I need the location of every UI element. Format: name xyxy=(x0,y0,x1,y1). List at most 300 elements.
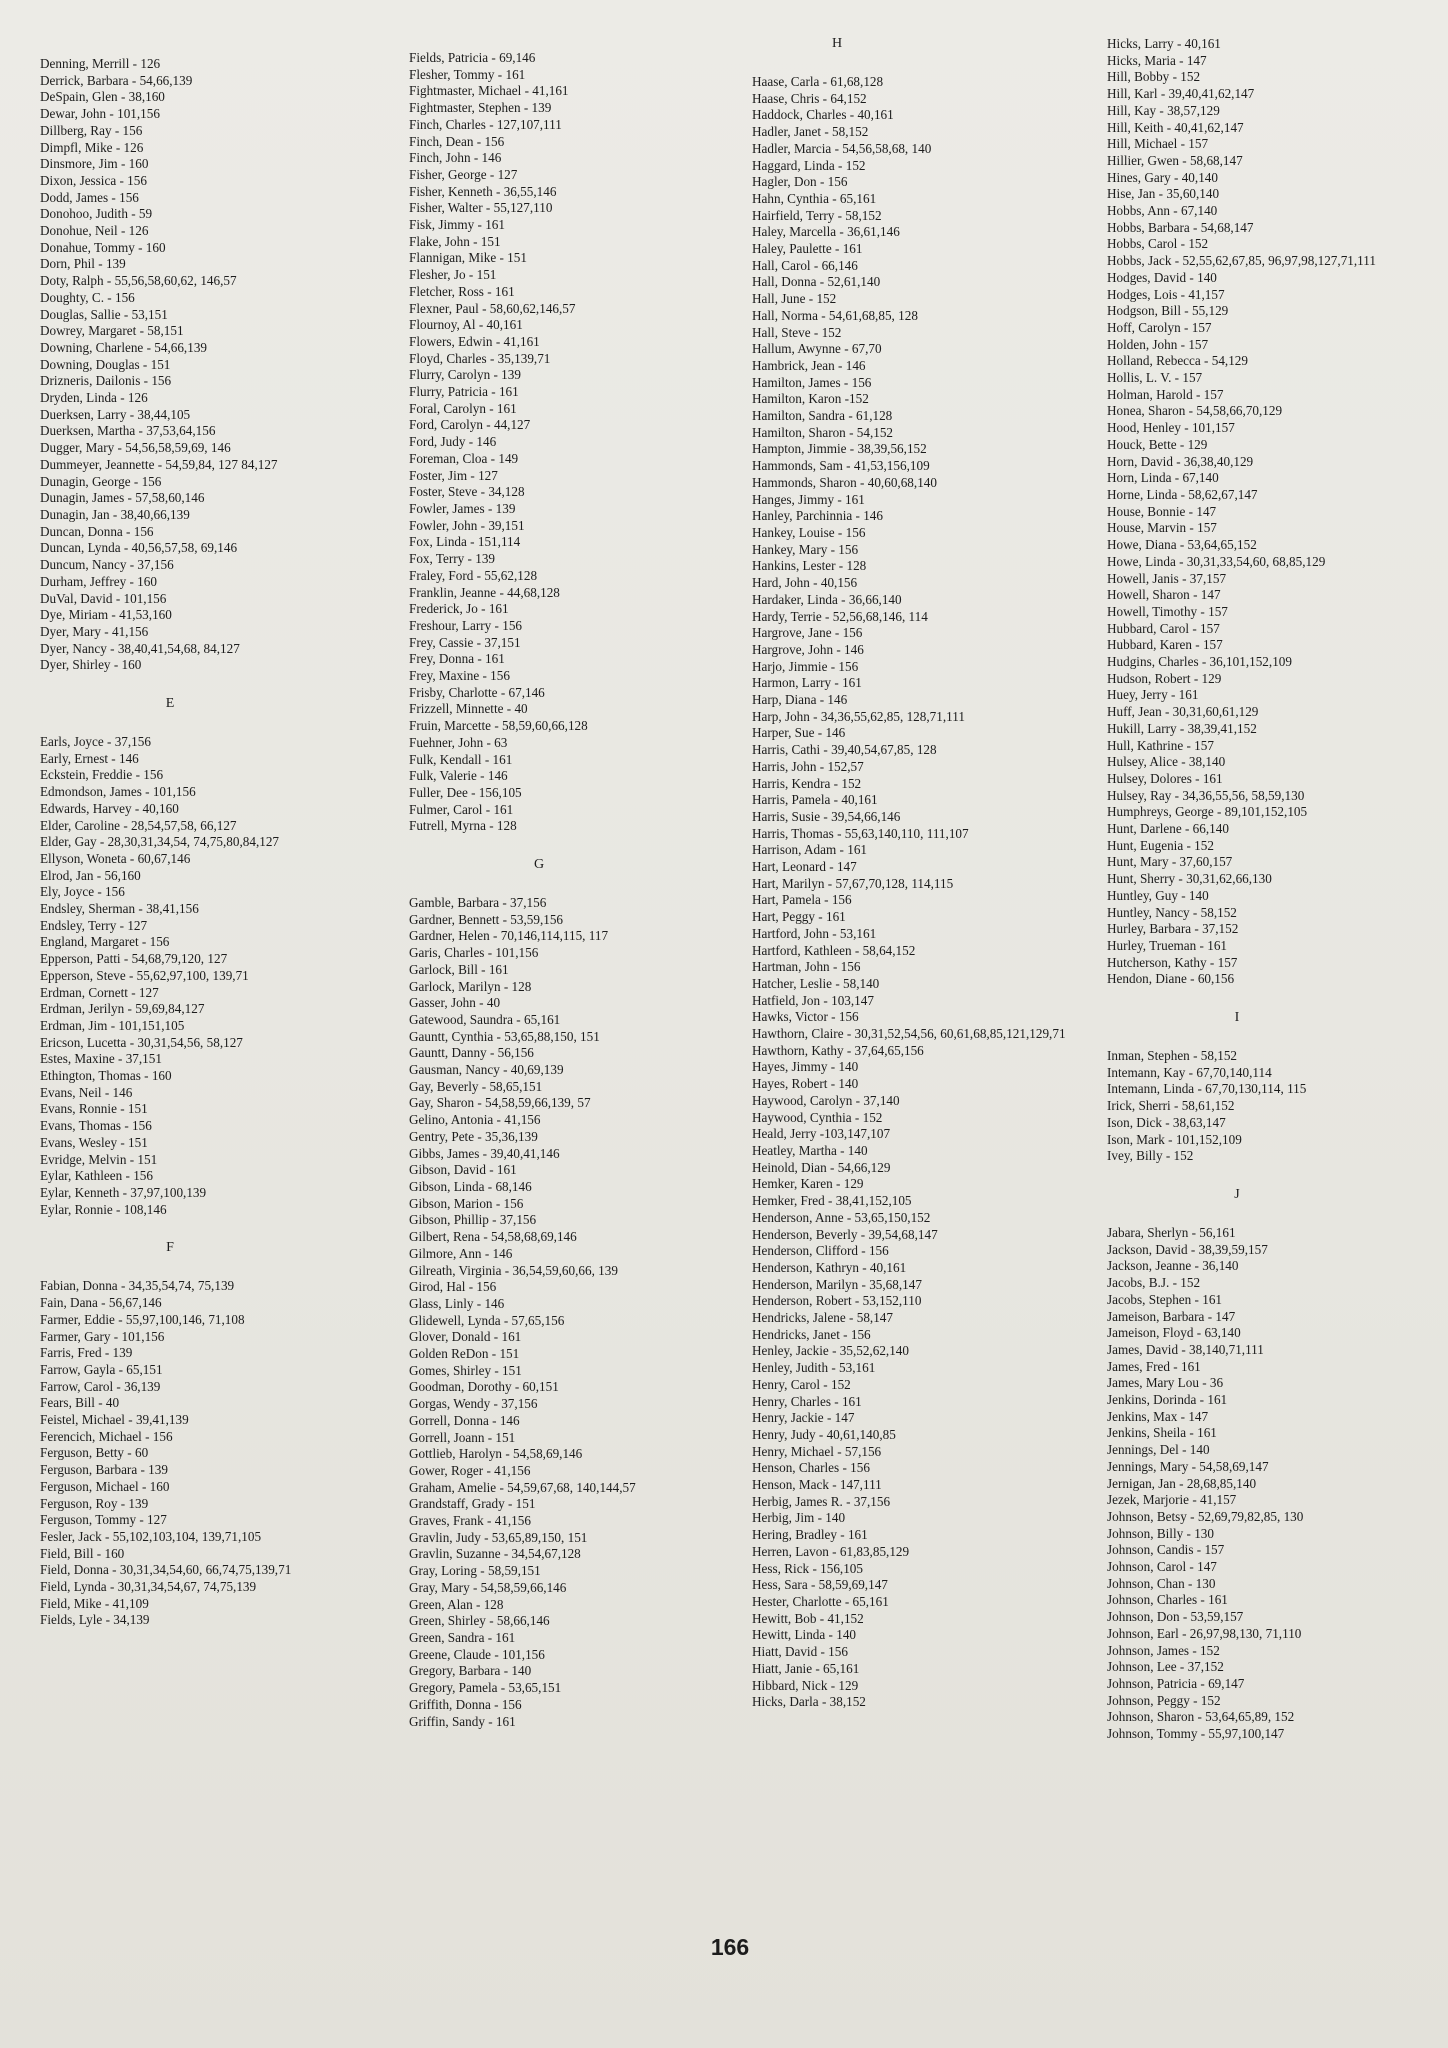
index-entry: Irick, Sherri - 58,61,152 xyxy=(1107,1098,1235,1114)
index-entry: Henson, Charles - 156 xyxy=(752,1460,870,1476)
index-entry: Hampton, Jimmie - 38,39,56,152 xyxy=(752,441,927,457)
index-entry: Hadler, Marcia - 54,56,58,68, 140 xyxy=(752,140,932,156)
index-entry: Hammonds, Sam - 41,53,156,109 xyxy=(752,458,930,474)
index-entry: Haase, Carla - 61,68,128 xyxy=(752,74,884,89)
index-entry: Hill, Michael - 157 xyxy=(1107,136,1209,152)
index-entry: Gottlieb, Harolyn - 54,58,69,146 xyxy=(409,1446,583,1462)
index-entry: Field, Lynda - 30,31,34,54,67, 74,75,139 xyxy=(40,1579,257,1595)
index-entry: Holland, Rebecca - 54,129 xyxy=(1107,353,1248,369)
index-entry: Foster, Jim - 127 xyxy=(409,467,498,483)
index-entry: Dodd, James - 156 xyxy=(40,189,139,205)
index-entry: Finch, Dean - 156 xyxy=(409,133,505,149)
index-entry: Hunt, Eugenia - 152 xyxy=(1107,837,1214,853)
index-entry: Frey, Maxine - 156 xyxy=(409,668,510,684)
index-entry: Gorrell, Donna - 146 xyxy=(409,1412,520,1428)
index-entry: Hankey, Louise - 156 xyxy=(752,524,866,540)
index-entry: Hamilton, James - 156 xyxy=(752,374,872,390)
index-entry: Frisby, Charlotte - 67,146 xyxy=(409,684,545,700)
index-entry: Jackson, David - 38,39,59,157 xyxy=(1107,1241,1268,1257)
index-entry: Epperson, Patti - 54,68,79,120, 127 xyxy=(40,951,228,967)
index-entry: Gibson, David - 161 xyxy=(409,1162,517,1178)
index-entry: Hodges, David - 140 xyxy=(1107,269,1217,285)
section-letter-g: G xyxy=(533,857,545,873)
index-entry: Fisher, Walter - 55,127,110 xyxy=(409,200,553,216)
index-entry: Jacobs, B.J. - 152 xyxy=(1107,1275,1201,1291)
index-entry: Hatfield, Jon - 103,147 xyxy=(752,992,874,1008)
index-entry: Flurry, Carolyn - 139 xyxy=(409,367,521,383)
index-entry: Hudson, Robert - 129 xyxy=(1107,670,1222,686)
index-column-2 xyxy=(409,50,739,1730)
index-entry: Johnson, Lee - 37,152 xyxy=(1107,1659,1224,1675)
index-entry: Hallum, Awynne - 67,70 xyxy=(752,341,882,357)
index-entry: Haywood, Carolyn - 37,140 xyxy=(752,1092,900,1108)
index-entry: Hewitt, Bob - 41,152 xyxy=(752,1610,864,1626)
index-entry: Erdman, Jerilyn - 59,69,84,127 xyxy=(40,1001,205,1017)
index-entry: Dugger, Mary - 54,56,58,59,69, 146 xyxy=(40,440,231,456)
index-entry: Gardner, Bennett - 53,59,156 xyxy=(409,911,564,927)
index-entry: Gay, Sharon - 54,58,59,66,139, 57 xyxy=(409,1095,591,1111)
index-entry: Fabian, Donna - 34,35,54,74, 75,139 xyxy=(40,1278,235,1294)
index-entry: Hewitt, Linda - 140 xyxy=(752,1627,857,1643)
index-entry: Gamble, Barbara - 37,156 xyxy=(409,895,547,911)
index-entry: Hendricks, Jalene - 58,147 xyxy=(752,1310,893,1326)
index-entry: Gorrell, Joann - 151 xyxy=(409,1429,516,1445)
index-entry: Grandstaff, Grady - 151 xyxy=(409,1496,536,1512)
index-entry: Green, Shirley - 58,66,146 xyxy=(409,1613,550,1629)
index-entry: Griffith, Donna - 156 xyxy=(409,1696,522,1712)
index-entry: Early, Ernest - 146 xyxy=(40,750,139,766)
index-entry: Greene, Claude - 101,156 xyxy=(409,1646,545,1662)
index-entry: Gatewood, Saundra - 65,161 xyxy=(409,1011,561,1027)
index-entry: Hulsey, Alice - 38,140 xyxy=(1107,754,1226,770)
index-entry: Fulmer, Carol - 161 xyxy=(409,801,514,817)
index-entry: Hammonds, Sharon - 40,60,68,140 xyxy=(752,474,937,490)
index-entry: Finch, Charles - 127,107,111 xyxy=(409,116,562,132)
index-entry: Hess, Rick - 156,105 xyxy=(752,1560,863,1576)
index-entry: Gibbs, James - 39,40,41,146 xyxy=(409,1145,560,1161)
index-entry: Green, Sandra - 161 xyxy=(409,1629,516,1645)
index-entry: Howe, Linda - 30,31,33,54,60, 68,85,129 xyxy=(1107,553,1326,569)
index-entry: Evans, Thomas - 156 xyxy=(40,1118,152,1134)
index-entry: Hood, Henley - 101,157 xyxy=(1107,420,1235,436)
index-entry: Hill, Kay - 38,57,129 xyxy=(1107,102,1220,118)
index-entry: Haley, Marcella - 36,61,146 xyxy=(752,224,900,240)
index-entry: Hayes, Jimmy - 140 xyxy=(752,1059,859,1075)
index-entry: Feistel, Michael - 39,41,139 xyxy=(40,1412,189,1428)
index-entry: Hester, Charlotte - 65,161 xyxy=(752,1593,889,1609)
index-entry: Hartford, Kathleen - 58,64,152 xyxy=(752,942,916,958)
index-entry: House, Marvin - 157 xyxy=(1107,520,1217,536)
index-entry: Fields, Lyle - 34,139 xyxy=(40,1612,150,1628)
index-entry: Johnson, Sharon - 53,64,65,89, 152 xyxy=(1107,1709,1295,1725)
index-entry: Gardner, Helen - 70,146,114,115, 117 xyxy=(409,928,609,944)
index-entry: Drizneris, Dailonis - 156 xyxy=(40,373,172,389)
index-entry: Doty, Ralph - 55,56,58,60,62, 146,57 xyxy=(40,273,237,289)
index-entry: Henderson, Robert - 53,152,110 xyxy=(752,1293,922,1309)
index-entry: Intemann, Linda - 67,70,130,114, 115 xyxy=(1107,1081,1307,1097)
index-entry: Hobbs, Ann - 67,140 xyxy=(1107,203,1218,219)
index-entry: Jameison, Floyd - 63,140 xyxy=(1107,1325,1241,1341)
index-entry: Henry, Carol - 152 xyxy=(752,1376,851,1392)
index-entry: Hunt, Mary - 37,60,157 xyxy=(1107,854,1233,870)
index-entry: Dorn, Phil - 139 xyxy=(40,256,126,272)
entries-f-cont xyxy=(409,50,739,835)
index-entry: Duncum, Nancy - 37,156 xyxy=(40,557,174,573)
index-entry: Fox, Terry - 139 xyxy=(409,551,496,567)
index-entry: Hiatt, David - 156 xyxy=(752,1644,848,1660)
index-entry: Johnson, Betsy - 52,69,79,82,85, 130 xyxy=(1107,1508,1304,1524)
index-entry: Gregory, Barbara - 140 xyxy=(409,1663,532,1679)
index-entry: Hunt, Sherry - 30,31,62,66,130 xyxy=(1107,871,1272,887)
index-entry: Haase, Chris - 64,152 xyxy=(752,90,867,106)
index-entry: Howell, Sharon - 147 xyxy=(1107,587,1221,603)
index-entry: Franklin, Jeanne - 44,68,128 xyxy=(409,584,560,600)
index-entry: Hardy, Terrie - 52,56,68,146, 114 xyxy=(752,608,928,624)
index-entry: Elder, Gay - 28,30,31,34,54, 74,75,80,84,127 xyxy=(40,834,280,850)
index-entry: Dyer, Nancy - 38,40,41,54,68, 84,127 xyxy=(40,640,240,656)
index-entry: Flesher, Jo - 151 xyxy=(409,267,497,283)
index-entry: Harrison, Adam - 161 xyxy=(752,842,868,858)
index-entry: Hambrick, Jean - 146 xyxy=(752,357,866,373)
index-entry: Hawthorn, Claire - 30,31,52,54,56, 60,61,68,85,121,129,71 xyxy=(752,1026,1066,1042)
index-entry: Griffin, Sandy - 161 xyxy=(409,1713,516,1729)
index-entry: Hubbard, Karen - 157 xyxy=(1107,637,1223,653)
index-column-1 xyxy=(40,56,370,1629)
index-entry: Harjo, Jimmie - 156 xyxy=(752,658,859,674)
index-entry: Donahue, Tommy - 160 xyxy=(40,239,166,255)
index-entry: Henson, Mack - 147,111 xyxy=(752,1477,882,1493)
index-entry: Fightmaster, Stephen - 139 xyxy=(409,100,552,116)
index-entry: Hulsey, Dolores - 161 xyxy=(1107,770,1223,786)
index-entry: Ethington, Thomas - 160 xyxy=(40,1068,172,1084)
index-entry: Hargrove, Jane - 156 xyxy=(752,625,863,641)
index-entry: Gray, Mary - 54,58,59,66,146 xyxy=(409,1579,567,1595)
index-entry: Henderson, Anne - 53,65,150,152 xyxy=(752,1209,931,1225)
index-entry: Gauntt, Cynthia - 53,65,88,150, 151 xyxy=(409,1028,600,1044)
index-entry: Erdman, Cornett - 127 xyxy=(40,984,159,1000)
index-entry: Downing, Charlene - 54,66,139 xyxy=(40,339,208,355)
index-entry: Herbig, Jim - 140 xyxy=(752,1510,846,1526)
index-entry: Hendricks, Janet - 156 xyxy=(752,1326,871,1342)
index-entry: Johnson, James - 152 xyxy=(1107,1642,1220,1658)
index-entry: Hill, Karl - 39,40,41,62,147 xyxy=(1107,86,1255,102)
index-entry: Duerksen, Larry - 38,44,105 xyxy=(40,406,191,422)
index-entry: Field, Bill - 160 xyxy=(40,1545,125,1561)
index-entry: Dyer, Shirley - 160 xyxy=(40,657,142,673)
index-entry: Henderson, Kathryn - 40,161 xyxy=(752,1259,907,1275)
index-entry: Girod, Hal - 156 xyxy=(409,1279,497,1295)
index-entry: Intemann, Kay - 67,70,140,114 xyxy=(1107,1064,1272,1080)
index-entry: Hall, Steve - 152 xyxy=(752,324,842,340)
index-entry: Johnson, Charles - 161 xyxy=(1107,1592,1228,1608)
index-entry: Dixon, Jessica - 156 xyxy=(40,172,147,188)
index-entry: Herbig, James R. - 37,156 xyxy=(752,1493,891,1509)
index-entry: Henry, Michael - 57,156 xyxy=(752,1443,882,1459)
index-entry: Fears, Bill - 40 xyxy=(40,1395,120,1411)
index-entry: Hurley, Barbara - 37,152 xyxy=(1107,921,1239,937)
section-letter-e: E xyxy=(165,696,175,712)
index-entry: Hurley, Trueman - 161 xyxy=(1107,937,1228,953)
index-entry: Fowler, James - 139 xyxy=(409,500,516,516)
index-entry: Farmer, Gary - 101,156 xyxy=(40,1328,165,1344)
index-entry: Hoff, Carolyn - 157 xyxy=(1107,319,1212,335)
index-entry: Hartman, John - 156 xyxy=(752,959,861,975)
index-entry: Henley, Judith - 53,161 xyxy=(752,1360,876,1376)
index-entry: Jenkins, Max - 147 xyxy=(1107,1408,1209,1424)
index-entry: Flexner, Paul - 58,60,62,146,57 xyxy=(409,300,576,316)
index-entry: Harper, Sue - 146 xyxy=(752,725,846,741)
index-entry: Hamilton, Sandra - 61,128 xyxy=(752,408,893,424)
index-entry: Donohue, Neil - 126 xyxy=(40,223,149,239)
index-entry: Horne, Linda - 58,62,67,147 xyxy=(1107,486,1258,502)
index-entry: Ferguson, Michael - 160 xyxy=(40,1478,170,1494)
index-entry: Gomes, Shirley - 151 xyxy=(409,1362,522,1378)
index-entry: Holman, Harold - 157 xyxy=(1107,386,1224,402)
index-entry: Fraley, Ford - 55,62,128 xyxy=(409,567,538,583)
index-entry: Dillberg, Ray - 156 xyxy=(40,122,143,138)
index-entry: Harris, Susie - 39,54,66,146 xyxy=(752,808,901,824)
index-entry: Erdman, Jim - 101,151,105 xyxy=(40,1017,185,1033)
index-entry: Fulk, Kendall - 161 xyxy=(409,751,513,767)
index-entry: Gibson, Phillip - 37,156 xyxy=(409,1212,537,1228)
index-entry: Hairfield, Terry - 58,152 xyxy=(752,207,882,223)
index-entry: Henderson, Clifford - 156 xyxy=(752,1243,889,1259)
index-entry: Harris, Thomas - 55,63,140,110, 111,107 xyxy=(752,825,969,841)
entries-e xyxy=(40,734,370,1218)
index-entry: Ely, Joyce - 156 xyxy=(40,884,125,900)
index-entry: Hubbard, Carol - 157 xyxy=(1107,620,1220,636)
index-entry: Green, Alan - 128 xyxy=(409,1596,504,1612)
index-entry: Elrod, Jan - 56,160 xyxy=(40,867,141,883)
index-entry: Ferguson, Roy - 139 xyxy=(40,1495,149,1511)
index-entry: Elder, Caroline - 28,54,57,58, 66,127 xyxy=(40,817,237,833)
index-entry: Golden ReDon - 151 xyxy=(409,1346,520,1362)
index-entry: Gausman, Nancy - 40,69,139 xyxy=(409,1062,564,1078)
index-entry: Ericson, Lucetta - 30,31,54,56, 58,127 xyxy=(40,1034,243,1050)
index-entry: Harp, Diana - 146 xyxy=(752,692,848,708)
entries-i xyxy=(1107,1048,1442,1165)
index-entry: Dewar, John - 101,156 xyxy=(40,106,160,122)
index-entry: Frederick, Jo - 161 xyxy=(409,601,509,617)
index-entry: Horn, David - 36,38,40,129 xyxy=(1107,453,1254,469)
index-entry: Hawks, Victor - 156 xyxy=(752,1009,859,1025)
index-entry: Gilbert, Rena - 54,58,68,69,146 xyxy=(409,1229,577,1245)
index-entry: Flesher, Tommy - 161 xyxy=(409,66,526,82)
index-entry: Gelino, Antonia - 41,156 xyxy=(409,1112,541,1128)
section-letter-h: H xyxy=(831,36,843,51)
index-entry: Earls, Joyce - 37,156 xyxy=(40,734,151,750)
index-entry: Farrow, Gayla - 65,151 xyxy=(40,1361,163,1377)
index-entry: Herren, Lavon - 61,83,85,129 xyxy=(752,1543,910,1559)
index-entry: Hadler, Janet - 58,152 xyxy=(752,124,869,140)
index-entry: Fields, Patricia - 69,146 xyxy=(409,50,536,65)
index-entry: Epperson, Steve - 55,62,97,100, 139,71 xyxy=(40,967,249,983)
index-entry: Hart, Marilyn - 57,67,70,128, 114,115 xyxy=(752,875,954,891)
index-entry: Hunt, Darlene - 66,140 xyxy=(1107,821,1229,837)
index-entry: Fowler, John - 39,151 xyxy=(409,517,525,533)
index-entry: Harris, Kendra - 152 xyxy=(752,775,862,791)
index-entry: Hobbs, Carol - 152 xyxy=(1107,236,1209,252)
index-entry: Howell, Timothy - 157 xyxy=(1107,603,1228,619)
index-entry: Hart, Leonard - 147 xyxy=(752,859,857,875)
index-entry: Flannigan, Mike - 151 xyxy=(409,250,527,266)
index-entry: Holden, John - 157 xyxy=(1107,336,1209,352)
index-entry: Eylar, Kathleen - 156 xyxy=(40,1168,153,1184)
index-entry: Hill, Bobby - 152 xyxy=(1107,69,1201,85)
index-entry: Hall, Carol - 66,146 xyxy=(752,257,858,273)
index-entry: Horn, Linda - 67,140 xyxy=(1107,470,1219,486)
index-entry: Fain, Dana - 56,67,146 xyxy=(40,1295,162,1311)
index-entry: Hawthorn, Kathy - 37,64,65,156 xyxy=(752,1042,924,1058)
index-entry: Hines, Gary - 40,140 xyxy=(1107,169,1218,185)
section-letter-j: J xyxy=(1234,1187,1240,1202)
index-entry: Graves, Frank - 41,156 xyxy=(409,1513,531,1529)
index-entry: Finch, John - 146 xyxy=(409,150,502,166)
index-entry: Hise, Jan - 35,60,140 xyxy=(1107,186,1220,202)
index-entry: Glidewell, Lynda - 57,65,156 xyxy=(409,1312,565,1328)
index-entry: Glover, Donald - 161 xyxy=(409,1329,522,1345)
index-entry: Fesler, Jack - 55,102,103,104, 139,71,105 xyxy=(40,1528,262,1544)
index-entry: Hukill, Larry - 38,39,41,152 xyxy=(1107,720,1257,736)
index-entry: Ivey, Billy - 152 xyxy=(1107,1148,1194,1164)
page-number: 166 xyxy=(710,1934,750,1960)
index-entry: Downing, Douglas - 151 xyxy=(40,356,171,372)
index-entry: Howell, Janis - 37,157 xyxy=(1107,570,1227,586)
index-entry: Duncan, Lynda - 40,56,57,58, 69,146 xyxy=(40,540,238,556)
entries-h-cont xyxy=(1107,36,1442,988)
index-entry: Harris, Cathi - 39,40,54,67,85, 128 xyxy=(752,742,937,758)
index-entry: Ford, Judy - 146 xyxy=(409,434,497,450)
index-entry: Dummeyer, Jeannette - 54,59,84, 127 84,127 xyxy=(40,456,278,472)
index-entry: Dunagin, Jan - 38,40,66,139 xyxy=(40,506,190,522)
index-entry: Gentry, Pete - 35,36,139 xyxy=(409,1128,538,1144)
index-entry: Henry, Judy - 40,61,140,85 xyxy=(752,1426,896,1442)
index-entry: Hemker, Fred - 38,41,152,105 xyxy=(752,1193,912,1209)
index-entry: Fightmaster, Michael - 41,161 xyxy=(409,83,569,99)
index-entry: Graham, Amelie - 54,59,67,68, 140,144,57 xyxy=(409,1479,636,1495)
index-entry: Johnson, Don - 53,59,157 xyxy=(1107,1609,1244,1625)
index-entry: Hodges, Lois - 41,157 xyxy=(1107,286,1225,302)
index-entry: Hardaker, Linda - 36,66,140 xyxy=(752,591,902,607)
index-entry: Haywood, Cynthia - 152 xyxy=(752,1109,883,1125)
index-entry: Gorgas, Wendy - 37,156 xyxy=(409,1396,538,1412)
index-entry: Gower, Roger - 41,156 xyxy=(409,1462,531,1478)
index-entry: Hall, June - 152 xyxy=(752,291,837,307)
index-entry: Fuller, Dee - 156,105 xyxy=(409,784,522,800)
index-entry: Huff, Jean - 30,31,60,61,129 xyxy=(1107,704,1259,720)
index-entry: Ison, Dick - 38,63,147 xyxy=(1107,1114,1226,1130)
index-entry: Evridge, Melvin - 151 xyxy=(40,1151,158,1167)
index-entry: Ferguson, Tommy - 127 xyxy=(40,1512,167,1528)
index-entry: Jacobs, Stephen - 161 xyxy=(1107,1291,1223,1307)
index-entry: Futrell, Myrna - 128 xyxy=(409,818,517,834)
index-entry: Ferguson, Betty - 60 xyxy=(40,1445,149,1461)
index-entry: Hess, Sara - 58,59,69,147 xyxy=(752,1577,888,1593)
index-entry: Durham, Jeffrey - 160 xyxy=(40,573,157,589)
index-entry: Hankins, Lester - 128 xyxy=(752,558,867,574)
index-entry: Fisher, George - 127 xyxy=(409,166,518,182)
index-entry: Johnson, Tommy - 55,97,100,147 xyxy=(1107,1726,1285,1742)
index-entry: Huntley, Nancy - 58,152 xyxy=(1107,904,1237,920)
index-entry: Dowrey, Margaret - 58,151 xyxy=(40,323,184,339)
index-entry: Gray, Loring - 58,59,151 xyxy=(409,1563,541,1579)
index-entry: Hall, Norma - 54,61,68,85, 128 xyxy=(752,307,918,323)
index-entry: Endsley, Terry - 127 xyxy=(40,917,148,933)
index-entry: England, Margaret - 156 xyxy=(40,934,170,950)
index-entry: Hobbs, Barbara - 54,68,147 xyxy=(1107,219,1254,235)
index-entry: Hutcherson, Kathy - 157 xyxy=(1107,954,1238,970)
index-entry: Howe, Diana - 53,64,65,152 xyxy=(1107,537,1257,553)
index-entry: Edwards, Harvey - 40,160 xyxy=(40,800,179,816)
index-entry: Hillier, Gwen - 58,68,147 xyxy=(1107,152,1243,168)
index-entry: Edmondson, James - 101,156 xyxy=(40,784,196,800)
index-entry: Hatcher, Leslie - 58,140 xyxy=(752,975,880,991)
index-entry: Honea, Sharon - 54,58,66,70,129 xyxy=(1107,403,1283,419)
index-entry: James, David - 38,140,71,111 xyxy=(1107,1341,1264,1357)
index-entry: Endsley, Sherman - 38,41,156 xyxy=(40,901,199,917)
index-entry: Garlock, Bill - 161 xyxy=(409,961,509,977)
index-entry: Heald, Jerry -103,147,107 xyxy=(752,1126,891,1142)
index-entry: Hall, Donna - 52,61,140 xyxy=(752,274,881,290)
index-entry: Gibson, Marion - 156 xyxy=(409,1195,524,1211)
index-entry: Johnson, Billy - 130 xyxy=(1107,1525,1214,1541)
index-entry: Hard, John - 40,156 xyxy=(752,575,858,591)
index-entry: Haddock, Charles - 40,161 xyxy=(752,107,894,123)
index-entry: Hanges, Jimmy - 161 xyxy=(752,491,865,507)
index-entry: Fruin, Marcette - 58,59,60,66,128 xyxy=(409,718,588,734)
index-entry: Hahn, Cynthia - 65,161 xyxy=(752,190,877,206)
index-entry: Evans, Wesley - 151 xyxy=(40,1134,148,1150)
index-entry: Jackson, Jeanne - 36,140 xyxy=(1107,1258,1239,1274)
index-entry: Haley, Paulette - 161 xyxy=(752,241,863,257)
index-entry: Hartford, John - 53,161 xyxy=(752,925,877,941)
index-entry: Jernigan, Jan - 28,68,85,140 xyxy=(1107,1475,1257,1491)
index-entry: DeSpain, Glen - 38,160 xyxy=(40,89,165,105)
index-entry: Hudgins, Charles - 36,101,152,109 xyxy=(1107,654,1292,670)
index-entry: Flournoy, Al - 40,161 xyxy=(409,317,523,333)
index-entry: Glass, Linly - 146 xyxy=(409,1295,505,1311)
index-entry: Eylar, Ronnie - 108,146 xyxy=(40,1201,167,1217)
entries-g xyxy=(409,895,739,1730)
index-entry: Foral, Carolyn - 161 xyxy=(409,400,517,416)
entries-h xyxy=(752,74,1087,1711)
index-entry: Johnson, Carol - 147 xyxy=(1107,1559,1217,1575)
index-entry: Frizzell, Minnette - 40 xyxy=(409,701,528,717)
index-entry: Huntley, Guy - 140 xyxy=(1107,887,1209,903)
index-entry: Frey, Cassie - 37,151 xyxy=(409,634,521,650)
index-entry: Fuehner, John - 63 xyxy=(409,734,508,750)
index-column-4 xyxy=(1107,36,1442,1743)
index-entry: House, Bonnie - 147 xyxy=(1107,503,1217,519)
index-entry: Fulk, Valerie - 146 xyxy=(409,768,508,784)
index-entry: Huey, Jerry - 161 xyxy=(1107,687,1199,703)
index-entry: Ford, Carolyn - 44,127 xyxy=(409,417,531,433)
index-entry: Gay, Beverly - 58,65,151 xyxy=(409,1078,543,1094)
index-entry: Goodman, Dorothy - 60,151 xyxy=(409,1379,559,1395)
index-entry: Hobbs, Jack - 52,55,62,67,85, 96,97,98,127,71,111 xyxy=(1107,253,1376,269)
entries-j xyxy=(1107,1225,1442,1743)
index-entry: Johnson, Peggy - 152 xyxy=(1107,1692,1221,1708)
index-entry: Gregory, Pamela - 53,65,151 xyxy=(409,1680,562,1696)
index-entry: Gauntt, Danny - 56,156 xyxy=(409,1045,534,1061)
index-entry: Jezek, Marjorie - 41,157 xyxy=(1107,1492,1237,1508)
index-entry: Hull, Kathrine - 157 xyxy=(1107,737,1214,753)
index-entry: Hemker, Karen - 129 xyxy=(752,1176,864,1192)
index-entry: Dunagin, George - 156 xyxy=(40,473,162,489)
index-entry: Duncan, Donna - 156 xyxy=(40,523,154,539)
entries-f xyxy=(40,1278,370,1629)
index-entry: Derrick, Barbara - 54,66,139 xyxy=(40,72,193,88)
